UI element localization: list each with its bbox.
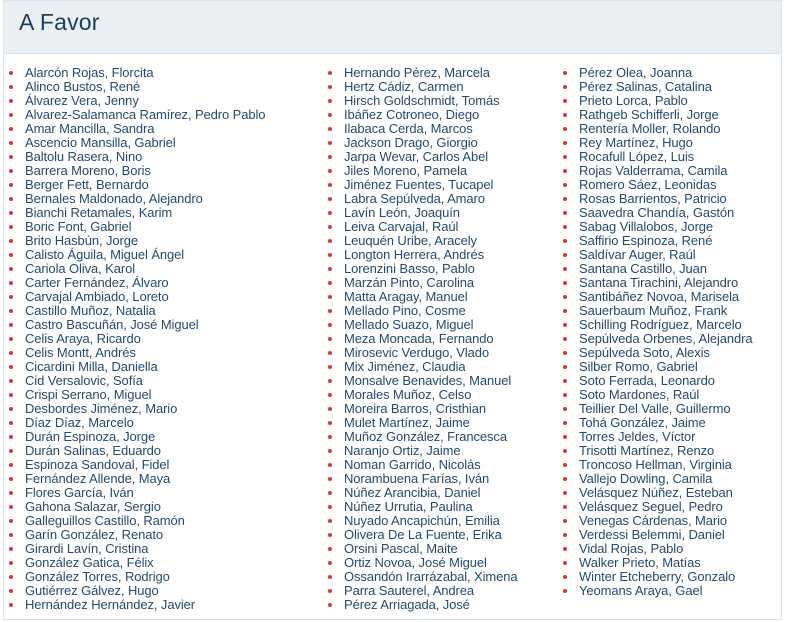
list-item: Desbordes Jiménez, Mario [4, 402, 265, 416]
list-item: Carter Fernández, Álvaro [4, 276, 265, 290]
list-item: Vidal Rojas, Pablo [558, 542, 753, 556]
list-item: Bianchi Retamales, Karim [4, 206, 265, 220]
list-item: Pérez Salinas, Catalina [558, 80, 753, 94]
list-item: Teillier Del Valle, Guillermo [558, 402, 753, 416]
list-item: Núñez Arancibia, Daniel [323, 486, 518, 500]
list-item: Saffirio Espinoza, René [558, 234, 753, 248]
list-item: Pérez Arriagada, José [323, 598, 518, 612]
list-item: Fernández Allende, Maya [4, 472, 265, 486]
list-item: Saldívar Auger, Raúl [558, 248, 753, 262]
list-item: Castro Bascuñán, José Miguel [4, 318, 265, 332]
list-item: Bernales Maldonado, Alejandro [4, 192, 265, 206]
list-item: Alinco Bustos, René [4, 80, 265, 94]
list-item: Orsini Pascal, Maite [323, 542, 518, 556]
list-item: Velásquez Seguel, Pedro [558, 500, 753, 514]
list-item: González Torres, Rodrigo [4, 570, 265, 584]
list-item: Sauerbaum Muñoz, Frank [558, 304, 753, 318]
list-item: Ossandón Irarrázabal, Ximena [323, 570, 518, 584]
vote-panel [3, 0, 782, 620]
list-item: Amar Mancilla, Sandra [4, 122, 265, 136]
list-item: Nuyado Ancapichún, Emilia [323, 514, 518, 528]
list-item: Berger Fett, Bernardo [4, 178, 265, 192]
list-item: Ilabaca Cerda, Marcos [323, 122, 518, 136]
list-item: Pérez Olea, Joanna [558, 66, 753, 80]
list-item: Castillo Muñoz, Natalia [4, 304, 265, 318]
list-item: Garín González, Renato [4, 528, 265, 542]
list-item: Gutiérrez Gálvez, Hugo [4, 584, 265, 598]
list-item: Ascencio Mansilla, Gabriel [4, 136, 265, 150]
list-item: Venegas Cárdenas, Mario [558, 514, 753, 528]
list-item: Sepúlveda Soto, Alexis [558, 346, 753, 360]
list-item: Silber Romo, Gabriel [558, 360, 753, 374]
list-item: Sepúlveda Orbenes, Alejandra [558, 332, 753, 346]
list-item: Hernando Pérez, Marcela [323, 66, 518, 80]
list-item: Ortiz Novoa, José Miguel [323, 556, 518, 570]
list-item: Rey Martínez, Hugo [558, 136, 753, 150]
list-item: Álvarez Vera, Jenny [4, 94, 265, 108]
list-item: Walker Prieto, Matías [558, 556, 753, 570]
list-item: Tohá González, Jaime [558, 416, 753, 430]
list-item: Díaz Díaz, Marcelo [4, 416, 265, 430]
list-item: Matta Aragay, Manuel [323, 290, 518, 304]
list-item: Marzán Pinto, Carolina [323, 276, 518, 290]
list-item: Mellado Pino, Cosme [323, 304, 518, 318]
list-item: Cariola Oliva, Karol [4, 262, 265, 276]
list-item: Cicardini Milla, Daniella [4, 360, 265, 374]
list-item: Leiva Carvajal, Raúl [323, 220, 518, 234]
list-item: Hertz Cádiz, Carmen [323, 80, 518, 94]
list-item: Jiménez Fuentes, Tucapel [323, 178, 518, 192]
list-item: Parra Sauterel, Andrea [323, 584, 518, 598]
list-item: Girardi Lavín, Cristina [4, 542, 265, 556]
list-item: Jiles Moreno, Pamela [323, 164, 518, 178]
list-item: Torres Jeldes, Víctor [558, 430, 753, 444]
list-item: Lavín León, Joaquín [323, 206, 518, 220]
list-item: Troncoso Hellman, Virginia [558, 458, 753, 472]
list-item: Leuquén Uribe, Aracely [323, 234, 518, 248]
list-item: Brito Hasbún, Jorge [4, 234, 265, 248]
list-item: Carvajal Ambiado, Loreto [4, 290, 265, 304]
list-item: Rojas Valderrama, Camila [558, 164, 753, 178]
list-item: Gahona Salazar, Sergio [4, 500, 265, 514]
list-item: Yeomans Araya, Gael [558, 584, 753, 598]
list-item: Saavedra Chandía, Gastón [558, 206, 753, 220]
list-item: Crispi Serrano, Miguel [4, 388, 265, 402]
list-item: Durán Espinoza, Jorge [4, 430, 265, 444]
list-item: Núñez Urrutia, Paulina [323, 500, 518, 514]
list-item: Rosas Barrientos, Patricio [558, 192, 753, 206]
list-item: Boric Font, Gabriel [4, 220, 265, 234]
list-item: Cid Versalovic, Sofía [4, 374, 265, 388]
names-column-1 [4, 66, 265, 612]
list-item: Romero Sáez, Leonidas [558, 178, 753, 192]
list-item: Verdessi Belemmi, Daniel [558, 528, 753, 542]
list-item: Soto Ferrada, Leonardo [558, 374, 753, 388]
list-item: Schilling Rodríguez, Marcelo [558, 318, 753, 332]
list-item: Norambuena Farías, Iván [323, 472, 518, 486]
names-column-3 [558, 66, 753, 598]
list-item: Lorenzini Basso, Pablo [323, 262, 518, 276]
list-item: Labra Sepúlveda, Amaro [323, 192, 518, 206]
list-item: Rocafull López, Luis [558, 150, 753, 164]
names-column-2 [323, 66, 518, 612]
list-item: Baltolu Rasera, Nino [4, 150, 265, 164]
list-item: Winter Etcheberry, Gonzalo [558, 570, 753, 584]
list-item: Santana Tirachini, Alejandro [558, 276, 753, 290]
list-item: Moreira Barros, Cristhian [323, 402, 518, 416]
list-item: Sabag Villalobos, Jorge [558, 220, 753, 234]
list-item: Santana Castillo, Juan [558, 262, 753, 276]
list-item: Vallejo Dowling, Camila [558, 472, 753, 486]
list-item: Meza Moncada, Fernando [323, 332, 518, 346]
list-item: Galleguillos Castillo, Ramón [4, 514, 265, 528]
list-item: Alarcón Rojas, Florcita [4, 66, 265, 80]
list-item: Celis Araya, Ricardo [4, 332, 265, 346]
list-item: Mix Jiménez, Claudia [323, 360, 518, 374]
list-item: Barrera Moreno, Boris [4, 164, 265, 178]
list-item: Celis Montt, Andrés [4, 346, 265, 360]
list-item: Rentería Moller, Rolando [558, 122, 753, 136]
list-item: Olivera De La Fuente, Erika [323, 528, 518, 542]
list-item: Velásquez Núñez, Esteban [558, 486, 753, 500]
list-item: Hernández Hernández, Javier [4, 598, 265, 612]
list-item: Rathgeb Schifferli, Jorge [558, 108, 753, 122]
list-item: Morales Muñoz, Celso [323, 388, 518, 402]
list-item: Mulet Martínez, Jaime [323, 416, 518, 430]
list-item: González Gatica, Félix [4, 556, 265, 570]
list-item: Alvarez-Salamanca Ramírez, Pedro Pablo [4, 108, 265, 122]
list-item: Monsalve Benavides, Manuel [323, 374, 518, 388]
list-item: Naranjo Ortiz, Jaime [323, 444, 518, 458]
panel-header [4, 1, 781, 54]
list-item: Espinoza Sandoval, Fidel [4, 458, 265, 472]
list-item: Muñoz González, Francesca [323, 430, 518, 444]
list-item: Mellado Suazo, Miguel [323, 318, 518, 332]
list-item: Jackson Drago, Giorgio [323, 136, 518, 150]
list-item: Mirosevic Verdugo, Vlado [323, 346, 518, 360]
list-item: Santibáñez Novoa, Marisela [558, 290, 753, 304]
list-item: Jarpa Wevar, Carlos Abel [323, 150, 518, 164]
list-item: Calisto Águila, Miguel Ángel [4, 248, 265, 262]
list-item: Prieto Lorca, Pablo [558, 94, 753, 108]
list-item: Longton Herrera, Andrés [323, 248, 518, 262]
list-item: Flores García, Iván [4, 486, 265, 500]
list-item: Durán Salinas, Eduardo [4, 444, 265, 458]
list-item: Trisotti Martínez, Renzo [558, 444, 753, 458]
list-item: Ibáñez Cotroneo, Diego [323, 108, 518, 122]
page-title: A Favor [19, 9, 100, 35]
list-item: Soto Mardones, Raúl [558, 388, 753, 402]
list-item: Noman Garrido, Nicolás [323, 458, 518, 472]
list-item: Hirsch Goldschmidt, Tomás [323, 94, 518, 108]
